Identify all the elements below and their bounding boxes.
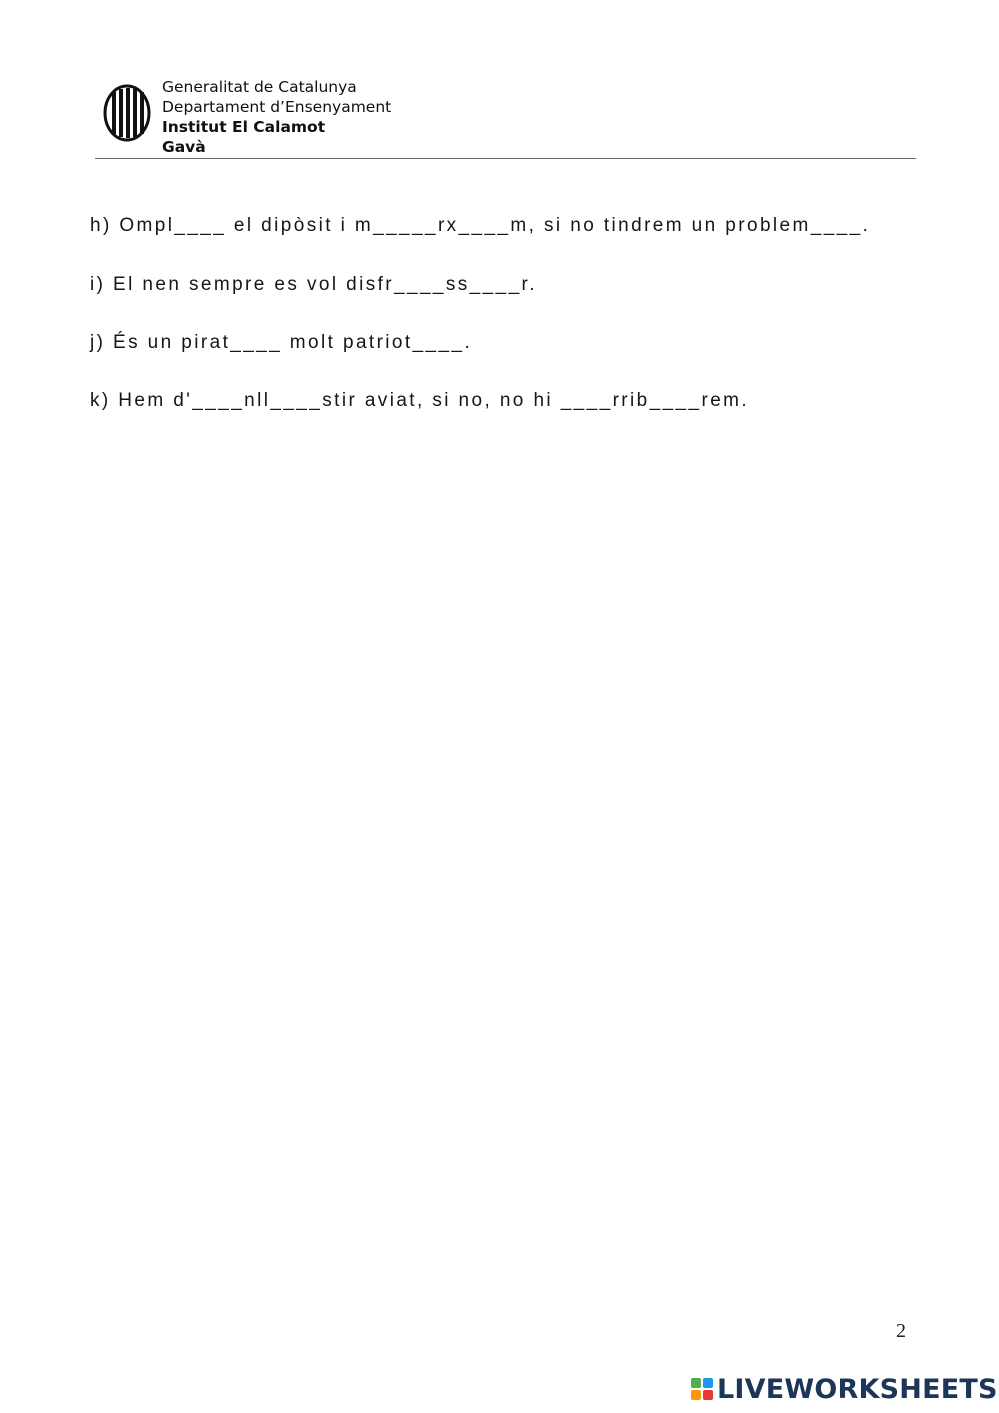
exercise-j: j) És un pirat____ molt patriot____.	[90, 332, 473, 353]
exercise-k: k) Hem d'____nll____stir aviat, si no, no hi ____rrib____rem.	[90, 390, 750, 411]
org-name: Generalitat de Catalunya	[162, 78, 357, 96]
catalonia-coat-of-arms-icon	[103, 84, 151, 142]
school-name: Institut El Calamot	[162, 118, 326, 136]
town-name: Gavà	[162, 138, 206, 156]
document-header	[95, 72, 916, 159]
liveworksheets-logo-icon	[691, 1378, 713, 1400]
liveworksheets-brand[interactable]	[691, 1371, 998, 1407]
exercise-i: i) El nen sempre es vol disfr____ss____r.	[90, 274, 537, 295]
brand-name: LIVEWORKSHEETS	[717, 1373, 998, 1405]
organization-block	[162, 77, 391, 157]
department-name: Departament d’Ensenyament	[162, 98, 392, 116]
page-number: 2	[896, 1320, 906, 1342]
exercise-h: h) Ompl____ el dipòsit i m_____rx____m, si no tindrem un problem____.	[90, 215, 871, 236]
